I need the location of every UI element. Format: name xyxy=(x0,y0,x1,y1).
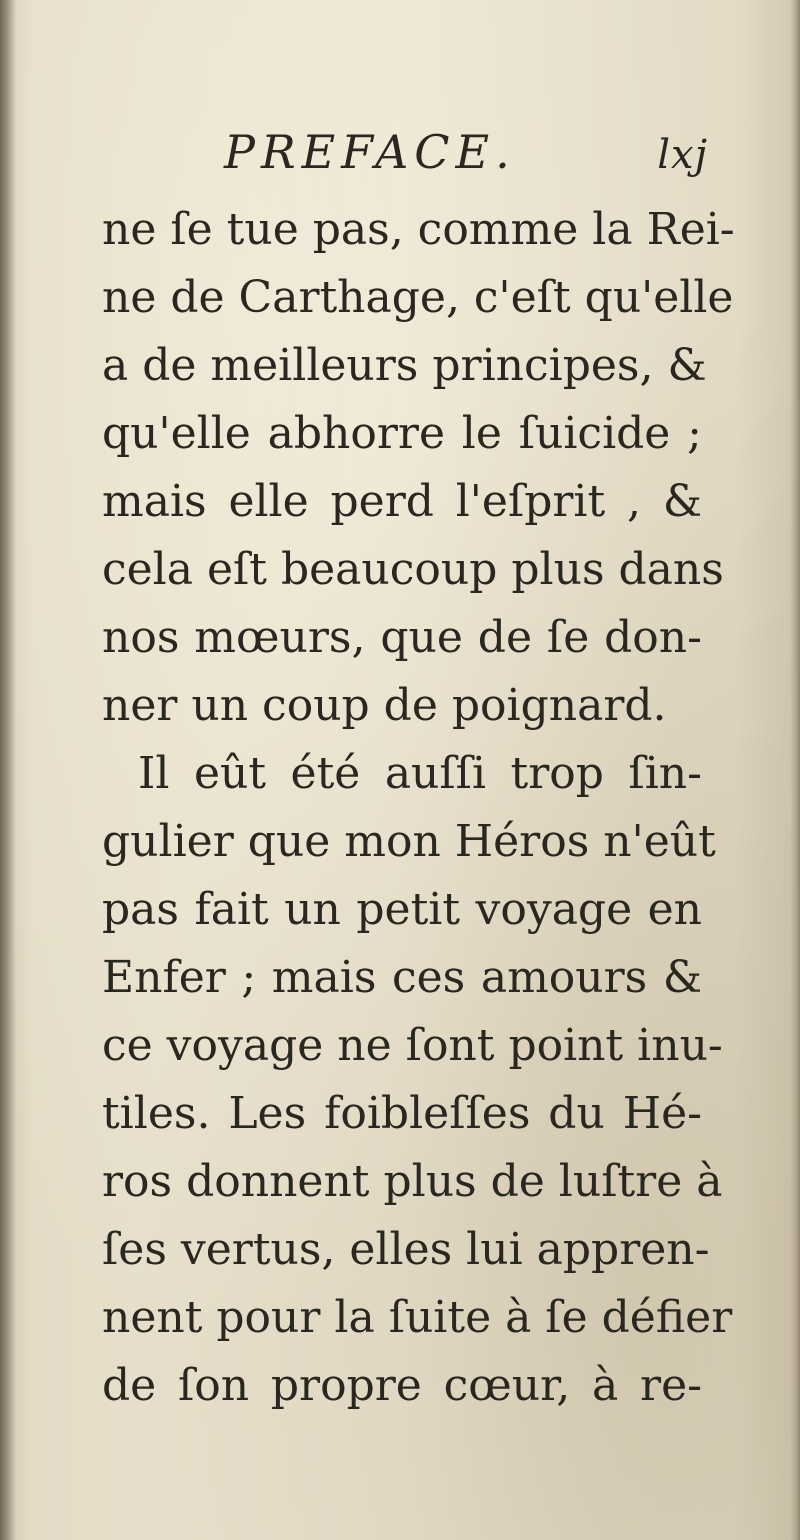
page-edge-shadow xyxy=(790,0,800,1540)
text-line: Enfer ; mais ces amours & xyxy=(102,952,702,1003)
text-line: ne ſe tue pas, comme la Rei- xyxy=(102,204,735,255)
text-line: cela eſt beaucoup plus dans xyxy=(102,544,724,595)
text-line: ner un coup de poignard. xyxy=(102,680,667,731)
text-line: tiles. Les foibleſſes du Hé- xyxy=(102,1088,702,1139)
page-number: lxj xyxy=(657,132,708,178)
running-head-title: PREFACE. xyxy=(224,125,516,179)
text-line: nos mœurs, que de ſe don- xyxy=(102,612,702,663)
running-header xyxy=(102,120,708,184)
page-gutter-shadow xyxy=(0,0,16,1540)
text-line: mais elle perd l'eſprit , & xyxy=(102,476,702,527)
text-line: ſes vertus, elles lui appren- xyxy=(102,1224,710,1275)
text-line: qu'elle abhorre le ſuicide ; xyxy=(102,408,702,459)
text-line: nent pour la ſuite à ſe défier xyxy=(102,1292,733,1343)
text-line: de ſon propre cœur, à re- xyxy=(102,1360,702,1411)
body-text xyxy=(102,196,735,1420)
text-line: pas fait un petit voyage en xyxy=(102,884,702,935)
text-line: ne de Carthage, c'eſt qu'elle xyxy=(102,272,734,323)
text-line: ros donnent plus de luſtre à xyxy=(102,1156,723,1207)
text-line: ce voyage ne ſont point inu- xyxy=(102,1020,723,1071)
text-block xyxy=(102,120,735,1420)
text-line: Il eût été auſſi trop ſin- xyxy=(138,748,702,799)
text-line: gulier que mon Héros n'eût xyxy=(102,816,716,867)
text-line: a de meilleurs principes, & xyxy=(102,340,707,391)
